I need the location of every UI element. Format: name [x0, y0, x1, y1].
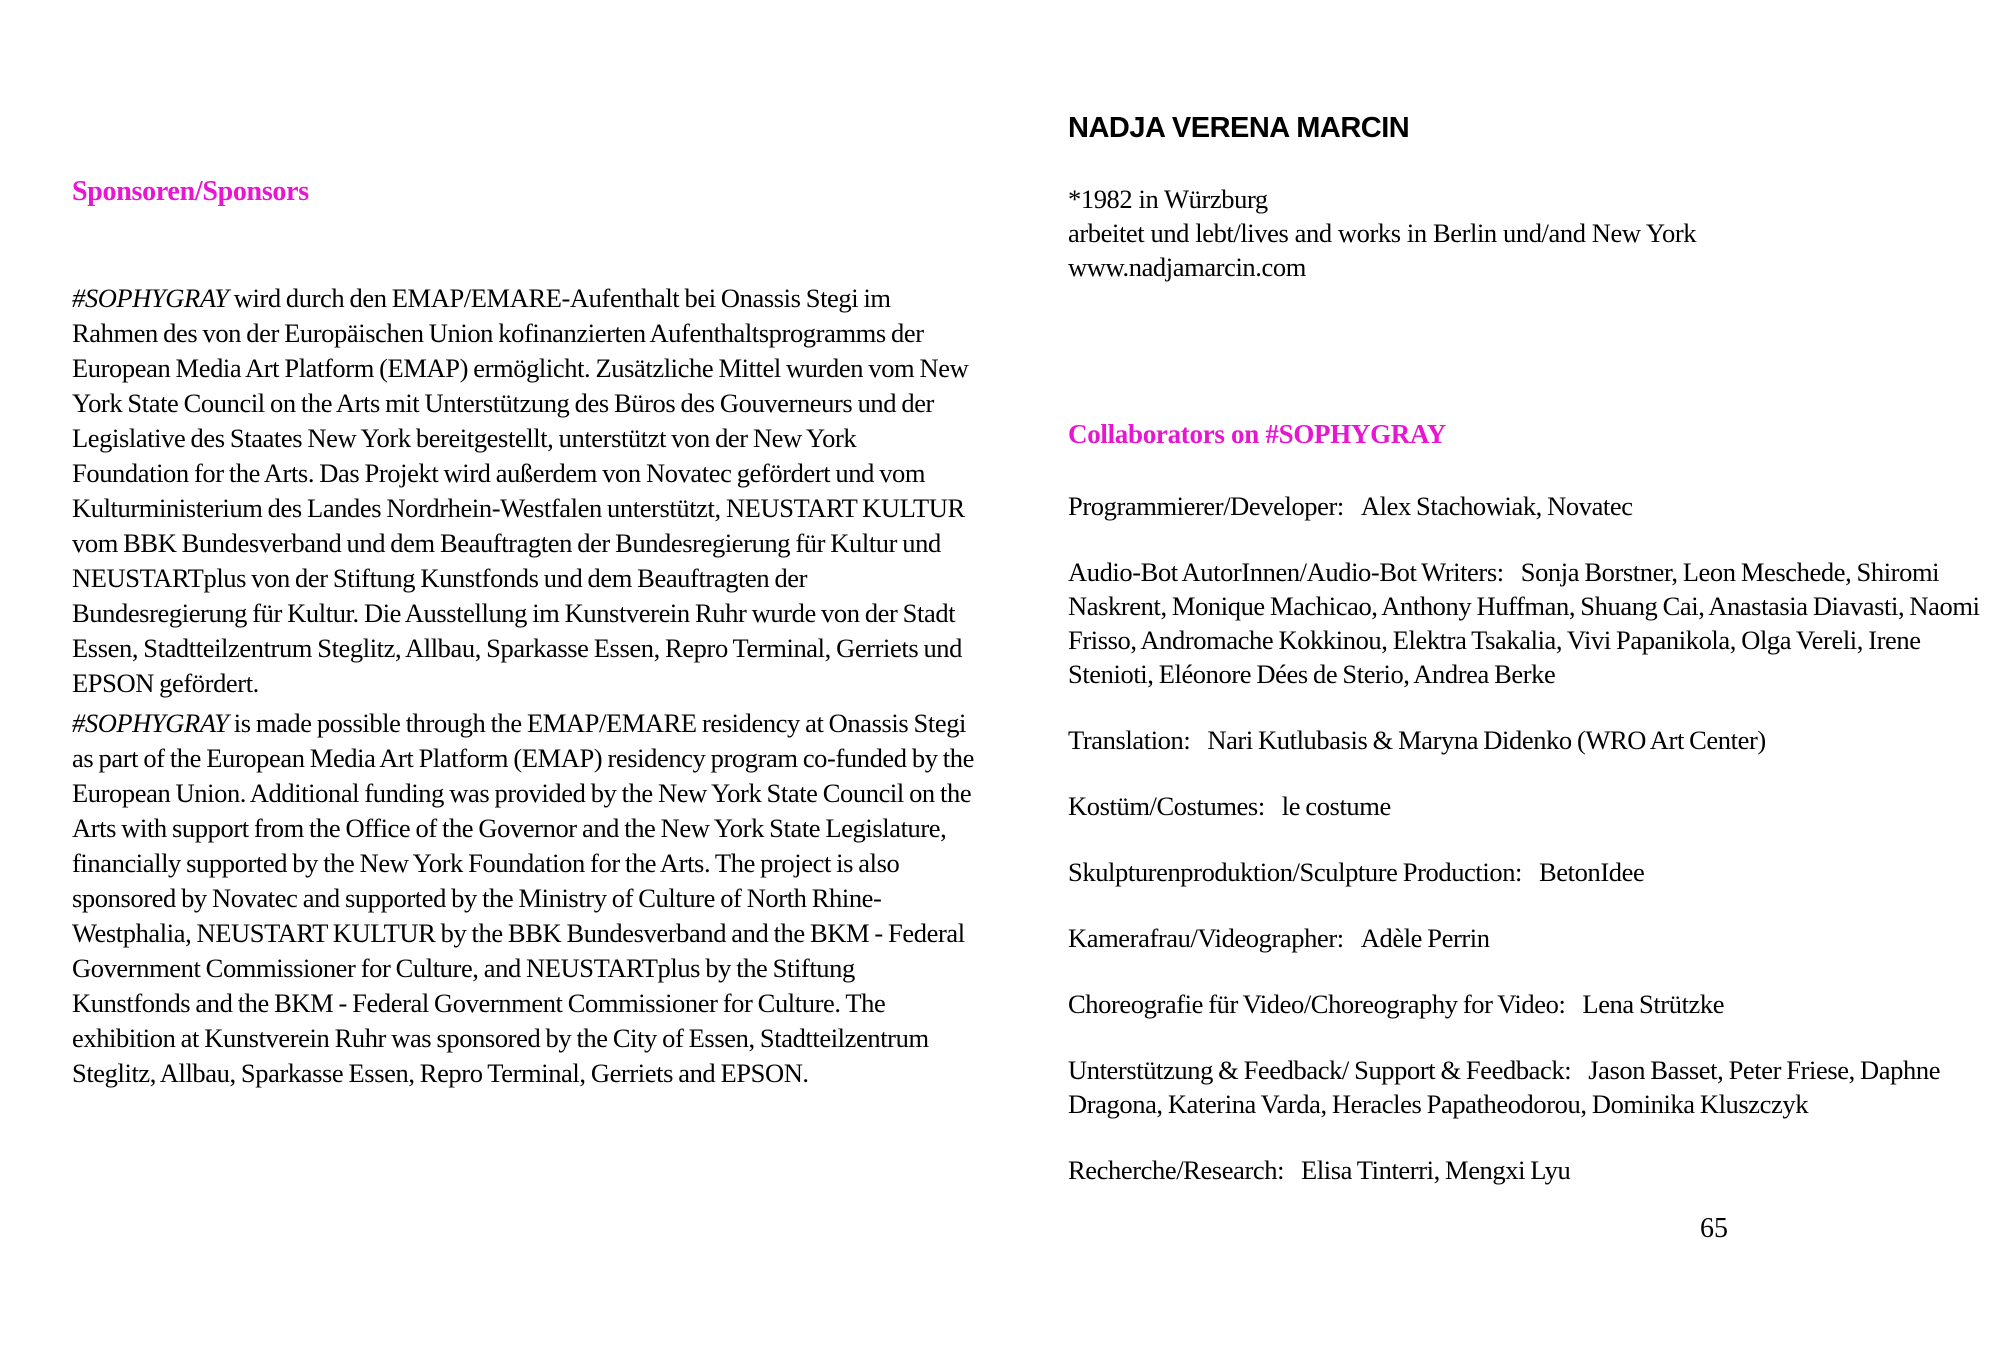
sponsors-heading: Sponsoren/Sponsors: [72, 176, 309, 207]
credit-label: Unterstützung & Feedback/ Support & Feedback:: [1068, 1055, 1572, 1085]
credit-row-choreography: [1068, 987, 1980, 1021]
collaborators-heading: Collaborators on #SOPHYGRAY: [1068, 419, 1446, 449]
credit-label: Translation:: [1068, 725, 1191, 755]
credit-value: Alex Stachowiak, Novatec: [1360, 491, 1633, 521]
bio-website: www.nadjamarcin.com: [1068, 252, 1306, 282]
credit-value: Elisa Tinterri, Mengxi Lyu: [1301, 1155, 1571, 1185]
credit-label: Recherche/Research:: [1068, 1155, 1285, 1185]
sophygray-title-italic: #SOPHYGRAY: [72, 283, 229, 313]
credit-row-sculpture-production: [1068, 855, 1980, 889]
credit-label: Kamerafrau/Videographer:: [1068, 923, 1344, 953]
credit-row-audio-bot-writers: [1068, 555, 1980, 691]
page-number: 65: [1700, 1213, 1728, 1244]
bio-birth-line: *1982 in Würzburg: [1068, 184, 1268, 214]
credit-value: Jason Basset, Peter Friese, Daphne Dragona, Katerina Varda, Heracles Papatheodorou, Dominika Kluszczyk: [1068, 1055, 1941, 1119]
artist-bio: [1068, 182, 1978, 284]
credit-value: Nari Kutlubasis & Maryna Didenko (WRO Art Center): [1207, 725, 1766, 755]
credit-label: Kostüm/Costumes:: [1068, 791, 1265, 821]
credit-value: Adèle Perrin: [1360, 923, 1490, 953]
credit-value: BetonIdee: [1539, 857, 1645, 887]
credit-row-research: [1068, 1153, 1980, 1187]
sophygray-title-italic: #SOPHYGRAY: [72, 708, 229, 738]
credit-value: Lena Strützke: [1582, 989, 1725, 1019]
sponsors-paragraph-german: [72, 281, 974, 701]
credit-row-support-feedback: [1068, 1053, 1980, 1121]
credit-row-developer: [1068, 489, 1980, 523]
sponsors-paragraph-german-text: wird durch den EMAP/EMARE-Aufenthalt bei Onassis Stegi im Rahmen des von der Europäischen Union kofinanzierten Aufenthaltsprogramms der European Media Art Platform (EMAP) ermöglicht. Zusätzliche Mittel wurden vom New York State Council on the Arts mit Unterstützung des Büros des Gouverneurs und der Legislative des Staates New York bereitgestellt, unterstützt von der New York Foundation for the Arts. Das Projekt wird außerdem von Novatec gefördert und vom Kulturministerium des Landes Nordrhein-Westfalen unterstützt, NEUSTART KULTUR vom BBK Bundesverband und dem Beauftragten der Bundesregierung für Kultur und NEUSTARTplus von der Stiftung Kunstfonds und dem Beauftragten der Bundesregierung für Kultur. Die Ausstellung im Kunstverein Ruhr wurde von der Stadt Essen, Stadtteilzentrum Steglitz, Allbau, Sparkasse Essen, Repro Terminal, Gerriets und EPSON gefördert.: [72, 283, 969, 698]
credit-label: Skulpturenproduktion/Sculpture Production:: [1068, 857, 1523, 887]
bio-location-line: arbeitet und lebt/lives and works in Berlin und/and New York: [1068, 218, 1697, 248]
sponsors-paragraph-english-text: is made possible through the EMAP/EMARE residency at Onassis Stegi as part of the European Media Art Platform (EMAP) residency program co-funded by the European Union. Additional funding was provided by the New York State Council on the Arts with support from the Office of the Governor and the New York State Legislature, financially supported by the New York Foundation for the Arts. The project is also sponsored by Novatec and supported by the Ministry of Culture of North Rhine-Westphalia, NEUSTART KULTUR by the BBK Bundesverband and the BKM - Federal Government Commissioner for Culture, and NEUSTARTplus by the Stiftung Kunstfonds and the BKM - Federal Government Commissioner for Culture. The exhibition at Kunstverein Ruhr was sponsored by the City of Essen, Stadtteilzentrum Steglitz, Allbau, Sparkasse Essen, Repro Terminal, Gerriets and EPSON.: [72, 708, 974, 1088]
credit-label: Programmierer/Developer:: [1068, 491, 1344, 521]
credit-value: Sonja Borstner, Leon Meschede, Shiromi Naskrent, Monique Machicao, Anthony Huffman, Shuang Cai, Anastasia Diavasti, Naomi Frisso, Andromache Kokkinou, Elektra Tsakalia, Vivi Papanikola, Olga Vereli, Irene Stenioti, Eléonore Dées de Sterio, Andrea Berke: [1068, 557, 1980, 689]
credit-row-costumes: [1068, 789, 1980, 823]
credit-label: Choreografie für Video/Choreography for Video:: [1068, 989, 1566, 1019]
credits-list: [1068, 489, 1980, 1219]
credit-row-videographer: [1068, 921, 1980, 955]
credit-row-translation: [1068, 723, 1980, 757]
credit-value: le costume: [1281, 791, 1391, 821]
artist-name: NADJA VERENA MARCIN: [1068, 112, 1410, 144]
sponsors-paragraph-english: [72, 706, 974, 1091]
credit-label: Audio-Bot AutorInnen/Audio-Bot Writers:: [1068, 557, 1504, 587]
